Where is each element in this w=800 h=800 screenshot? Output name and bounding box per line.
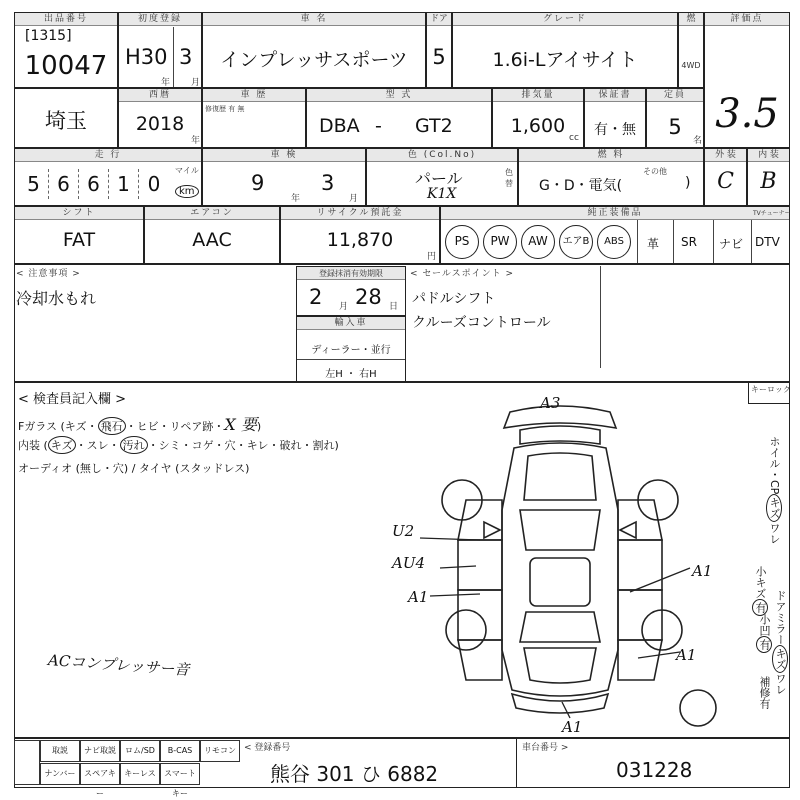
grade-value: 1.6i-Lアイサイト	[492, 49, 638, 71]
sales-point-2: クルーズコントロール	[412, 315, 551, 331]
footer-item: リモコン	[200, 740, 240, 762]
car-diagram	[380, 390, 720, 740]
notes-divider	[600, 266, 601, 368]
expiry-month: 2	[309, 285, 323, 309]
grade-cell	[452, 12, 678, 88]
inspector-line-1: Fガラス (キズ・ 飛石 ・ヒビ・リペア跡・X 要)	[18, 415, 262, 434]
lot-cell	[14, 12, 118, 88]
history-sub: 修復歴 有 無	[205, 105, 245, 113]
inspector-line-3: オーディオ (無し・穴) / タイヤ (スタッドレス)	[18, 462, 250, 475]
exterior-label: 外 装	[705, 149, 746, 162]
inspection-cell	[202, 148, 366, 206]
history-cell	[202, 88, 306, 148]
mileage-digit: 1	[109, 169, 139, 199]
equipment-badge: エアB	[559, 225, 593, 259]
left-front-door	[458, 540, 502, 590]
fuel-options: G・D・電気(	[539, 178, 623, 194]
plate-value: 熊谷 301 ひ 6882	[270, 762, 439, 786]
color-cell	[366, 148, 518, 206]
wheel-spare	[680, 690, 716, 726]
mark-au4: AU4	[392, 554, 426, 572]
cc-unit: cc	[569, 133, 579, 143]
doors-label: ドア	[427, 13, 451, 26]
western-year-value: 2018	[135, 113, 185, 135]
warranty-label: 保証書	[585, 89, 645, 102]
recycle-value: 11,870	[326, 229, 394, 251]
footer-item: ナンバー	[40, 763, 80, 785]
capacity-label: 定員	[647, 89, 703, 102]
import-box	[296, 316, 406, 382]
interior-cell	[747, 148, 790, 206]
first-registration-label: 初度登録	[119, 13, 201, 26]
side-note-repair: 補修有	[758, 676, 771, 709]
chassis-value: 031228	[616, 758, 693, 782]
roof-outline	[530, 558, 590, 606]
lot-label: 出品番号	[15, 13, 117, 26]
rear-window-outline	[520, 612, 600, 642]
extra-navi: ナビ	[719, 237, 744, 251]
import-value: ディーラー・並行	[311, 345, 391, 356]
footer-item: キーレス	[120, 763, 160, 785]
type-dash: -	[375, 115, 382, 137]
expiry-day-unit: 日	[389, 302, 399, 312]
mileage-digit: 6	[49, 169, 79, 199]
right-rear-door	[618, 590, 662, 640]
equipment-cell	[440, 206, 790, 264]
handle-value: 左H ・ 右H	[325, 369, 377, 380]
expiry-box	[296, 266, 406, 316]
caution-text: 冷却水もれ	[16, 289, 97, 308]
ac-value: AAC	[192, 229, 232, 251]
footer-item: ロム/SD	[120, 740, 160, 762]
month-unit: 月	[191, 78, 201, 88]
mileage-unit-km: km	[175, 179, 199, 198]
warranty-value: 有・無	[594, 122, 636, 138]
type-prefix: DBA	[319, 115, 360, 137]
displacement-cell	[492, 88, 584, 148]
expiry-month-unit: 月	[339, 302, 349, 312]
lot-bracket: [1315]	[25, 28, 72, 44]
shift-cell	[14, 206, 144, 264]
tuner-label: TVチューナー	[753, 210, 791, 217]
mark-a1-right-upper: A1	[692, 562, 713, 580]
ac-label: エアコン	[145, 207, 279, 220]
equipment-badge: PS	[445, 225, 479, 259]
exterior-cell	[704, 148, 747, 206]
exterior-value: C	[717, 169, 734, 194]
caution-label: < 注意事項 >	[16, 269, 81, 279]
mileage-unit-mile: マイル	[175, 166, 199, 175]
import-label: 輸入車	[297, 317, 405, 330]
drive-cell	[678, 12, 704, 88]
footer-item: スマートキー	[160, 763, 200, 785]
mark-a3: A3	[540, 394, 561, 412]
type-label: 型 式	[307, 89, 491, 102]
lot-number: 10047	[24, 51, 108, 81]
inspector-line-2: 内装 ( キズ ・スレ・ 汚れ ・シミ・コゲ・穴・キレ・破れ・割れ)	[18, 436, 339, 454]
fuel-other: その他	[643, 167, 667, 176]
equipment-badge: ABS	[597, 225, 631, 259]
body-outline	[502, 443, 618, 696]
shift-label: シフト	[15, 207, 143, 220]
handwritten-note: ACコンプレッサー音	[47, 651, 190, 679]
extra-leather: 革	[647, 237, 660, 251]
mileage-digit: 5	[19, 169, 49, 199]
mileage-cell	[14, 148, 202, 206]
warranty-cell	[584, 88, 646, 148]
fuel-close: )	[685, 175, 691, 191]
car-name: インプレッサスポーツ	[220, 49, 408, 71]
inspector-title: < 検査員記入欄 >	[18, 392, 127, 407]
color-code: K1X	[427, 186, 457, 202]
location-value: 埼玉	[45, 109, 87, 133]
windshield-outline	[520, 510, 600, 550]
shift-value: FAT	[62, 229, 96, 251]
fuel-label: 燃 料	[519, 149, 703, 162]
displacement-value: 1,600	[510, 115, 566, 137]
first-registration-cell	[118, 12, 202, 88]
footer-item: スペアキー	[80, 763, 120, 785]
equipment-label: 純正装備品	[441, 207, 789, 220]
hood-outline	[524, 453, 596, 500]
plate-label: < 登録番号	[244, 743, 291, 753]
interior-value: B	[760, 169, 777, 194]
equipment-badge: AW	[521, 225, 555, 259]
western-year-cell	[118, 88, 202, 148]
ac-cell	[144, 206, 280, 264]
car-name-label: 車 名	[203, 13, 425, 26]
recycle-label: リサイクル預託金	[281, 207, 439, 220]
displacement-label: 排気量	[493, 89, 583, 102]
sales-label: < セールスポイント >	[410, 269, 515, 279]
extra-sunroof: SR	[681, 235, 697, 249]
drive-value: 4WD	[681, 61, 701, 70]
car-name-cell	[202, 12, 426, 88]
key-lock-box	[748, 382, 790, 404]
inspection-month-unit: 月	[349, 194, 359, 204]
western-year-unit: 年	[191, 136, 201, 146]
footer-divider	[516, 738, 517, 788]
western-year-label: 西暦	[119, 89, 201, 102]
capacity-unit: 名	[693, 136, 703, 146]
capacity-value: 5	[668, 115, 682, 139]
side-note-dent: 小凹有	[756, 614, 772, 653]
inspection-label: 車 検	[203, 149, 365, 162]
score-value: 3.5	[715, 91, 779, 137]
footer-item: B-CAS	[160, 740, 200, 762]
score-label: 評価点	[705, 13, 789, 26]
interior-label: 内 装	[748, 149, 789, 162]
color-value: パール	[415, 169, 463, 188]
mileage-digit: 0	[147, 172, 161, 196]
grade-label: グレード	[453, 13, 677, 26]
type-code: GT2	[415, 115, 453, 137]
first-registration-era: H30	[125, 45, 168, 69]
first-registration-month: 3	[179, 45, 193, 69]
mark-a1-rear: A1	[562, 718, 583, 736]
footer-item: ナビ取説	[80, 740, 120, 762]
inspection-year: 9	[251, 171, 265, 195]
mark-a1-right-lower: A1	[676, 646, 697, 664]
year-unit: 年	[161, 78, 171, 88]
wheel-rear-left	[446, 610, 486, 650]
doors-value: 5	[432, 45, 446, 69]
footer-check-column	[14, 740, 40, 785]
fuel-cell	[518, 148, 704, 206]
expiry-day: 28	[355, 285, 382, 309]
chassis-label: 車台番号 >	[522, 743, 569, 753]
side-note-wheel: ホイル・CPキズワレ	[768, 436, 781, 545]
capacity-cell	[646, 88, 704, 148]
key-lock-label: キーロック	[751, 385, 791, 394]
equipment-badge: PW	[483, 225, 517, 259]
inspection-month: 3	[321, 171, 335, 195]
color-label: 色 (Col.No)	[367, 149, 517, 162]
right-rear-fender	[618, 640, 662, 680]
yen-unit: 円	[427, 252, 437, 262]
score-cell	[704, 12, 790, 148]
side-note-mirror: ドアミラーキズワレ	[774, 590, 787, 695]
left-rear-fender	[458, 640, 502, 680]
drive-header: 燃	[679, 13, 703, 26]
mark-a1-left: A1	[408, 588, 429, 606]
history-label: 車 歴	[203, 89, 305, 102]
expiry-label: 登録抹消有効期限	[297, 267, 405, 280]
recycle-cell	[280, 206, 440, 264]
trunk-outline	[524, 648, 596, 683]
extra-dtv: DTV	[755, 235, 780, 249]
doors-cell	[426, 12, 452, 88]
mark-u2: U2	[392, 522, 415, 540]
type-cell	[306, 88, 492, 148]
inspection-year-unit: 年	[291, 194, 301, 204]
location-cell	[14, 88, 118, 148]
mileage-label: 走 行	[15, 149, 201, 162]
color-change-label: 色替	[505, 168, 513, 188]
side-note-small-scratch: 小キズ有	[752, 566, 768, 616]
sales-point-1: パドルシフト	[412, 291, 496, 307]
mileage-digit: 6	[79, 169, 109, 199]
footer-item: 取説	[40, 740, 80, 762]
